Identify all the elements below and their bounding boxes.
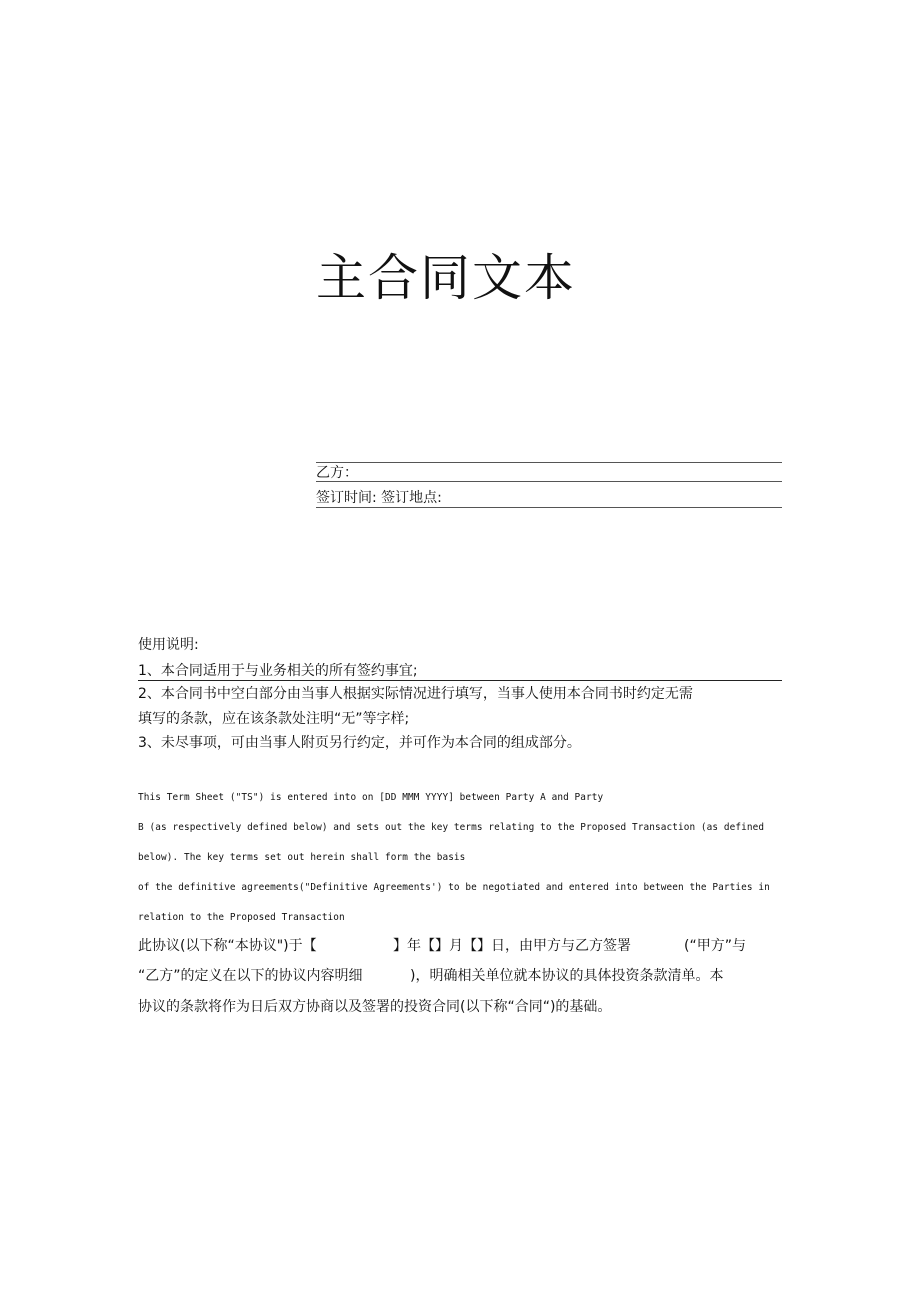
sign-time-place-field: 签订时间: 签订地点: (316, 490, 442, 506)
english-line-2: B (as respectively defined below) and sets out the key terms relating to the Proposed Transaction (as defined (138, 822, 765, 833)
instructions-rule (138, 680, 782, 681)
english-line-4: of the definitive agreements("Definitive Agreements') to be negotiated and entered into between the Parties in (138, 882, 770, 893)
party-b-field: 乙方： (316, 465, 358, 481)
chinese-line-1-part-3: (“甲方”与 (684, 938, 746, 954)
instruction-item-1: 1、本合同适用于与业务相关的所有签约事宜; (138, 663, 418, 679)
chinese-line-2-part-1: “乙方”的定义在以下的协议内容明细 (138, 968, 363, 984)
english-line-5: relation to the Proposed Transaction (138, 912, 345, 923)
instruction-item-2-line-1: 2、本合同书中空白部分由当事人根据实际情况进行填写，当事人使用本合同书时约定无需 (138, 686, 693, 702)
chinese-line-1-part-2: 】年【】月【】日，由甲方与乙方签署 (393, 938, 631, 954)
chinese-line-3: 协议的条款将作为日后双方协商以及签署的投资合同(以下称“合同“)的基础。 (138, 999, 612, 1015)
party-b-underline (316, 481, 782, 482)
instruction-item-3: 3、未尽事项，可由当事人附页另行约定，并可作为本合同的组成部分。 (138, 735, 581, 751)
party-b-top-rule (316, 462, 782, 463)
english-line-3: below). The key terms set out herein shall form the basis (138, 852, 466, 863)
document-title: 主合同文本 (316, 249, 576, 307)
english-line-1: This Term Sheet ("TS") is entered into on [DD MMM YYYY] between Party A and Party (138, 792, 604, 803)
sign-time-place-underline (316, 507, 782, 508)
instruction-item-2-line-2: 填写的条款，应在该条款处注明“无”等字样; (138, 711, 410, 727)
chinese-line-2-part-2: )，明确相关单位就本协议的具体投资条款清单。本 (410, 968, 724, 984)
instructions-heading: 使用说明: (138, 637, 199, 653)
chinese-line-1-part-1: 此协议(以下称“本协议")于【 (138, 938, 317, 954)
